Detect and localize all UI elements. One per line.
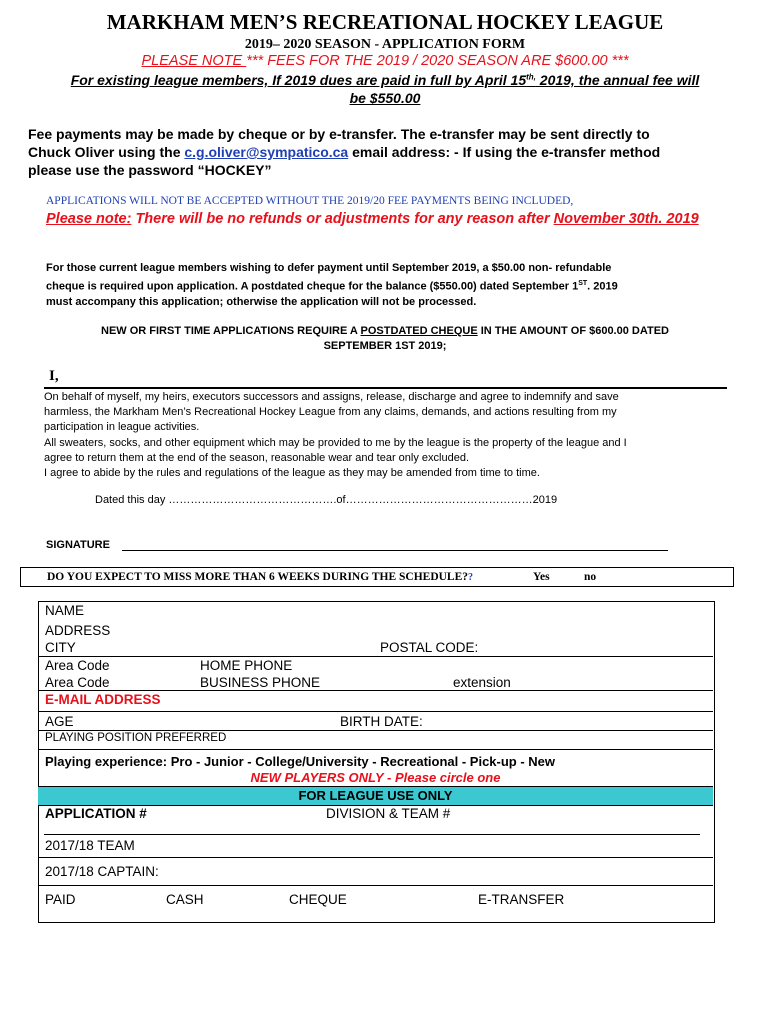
- waiver-name-line[interactable]: [44, 387, 727, 389]
- divider: [38, 749, 713, 750]
- area-code-business[interactable]: Area Code: [45, 675, 110, 690]
- miss-no-option[interactable]: no: [584, 571, 597, 583]
- fee-note-text: *** FEES FOR THE 2019 / 2020 SEASON ARE $600.00 ***: [246, 53, 629, 69]
- email-address-field[interactable]: E-MAIL ADDRESS: [45, 692, 161, 707]
- city-field[interactable]: CITY: [45, 640, 76, 655]
- signature-line[interactable]: [122, 550, 668, 551]
- form-subtitle: 2019– 2020 SEASON - APPLICATION FORM: [244, 37, 526, 52]
- refund-notice: Please note: There will be no refunds or adjustments for any reason after November 30th. 2019: [46, 211, 699, 227]
- postal-code-field[interactable]: POSTAL CODE:: [380, 640, 479, 655]
- fee-note: [0, 53, 770, 69]
- existing-members-note: For existing league members, If 2019 dues are paid in full by April $15^{th,}$ 2019, the annual fee will: [70, 72, 700, 88]
- page-title: MARKHAM MEN’S RECREATIONAL HOCKEY LEAGUE: [106, 10, 664, 34]
- etransfer-option[interactable]: E-TRANSFER: [478, 892, 565, 907]
- divider: [38, 711, 713, 712]
- payment-instructions: Fee payments may be made by cheque or by e-transfer. The e-transfer may be sent directly to Chuck Oliver using the c.g.oliver@sympatico.ca email address: - If using the e-transfer method please use the password “HOCKEY”: [28, 126, 661, 178]
- waiver-name-label: I,: [49, 368, 59, 384]
- divider: [38, 730, 713, 731]
- defer-payment-notice: For those current league members wishing to defer payment until September 2019, a $50.00 non- refundable cheque is required upon application. A postdated cheque for the balance ($550.00) dated September 1ST. 2019 must accompany this application; otherwise the application will not be processed.: [46, 262, 618, 308]
- captain-field[interactable]: 2017/18 CAPTAIN:: [45, 864, 159, 879]
- paid-field[interactable]: PAID: [45, 892, 76, 907]
- cheque-option[interactable]: CHEQUE: [289, 892, 347, 907]
- name-field[interactable]: NAME: [45, 603, 85, 618]
- application-number-field[interactable]: APPLICATION #: [45, 806, 147, 821]
- divider: [38, 857, 713, 858]
- birth-date-field[interactable]: BIRTH DATE:: [340, 714, 423, 729]
- home-phone-field[interactable]: HOME PHONE: [200, 658, 293, 673]
- area-code-home[interactable]: Area Code: [45, 658, 110, 673]
- divider: [38, 690, 713, 691]
- dated-line[interactable]: Dated this day ……………………………………….of……………………………………………2019: [95, 494, 558, 506]
- playing-position-field[interactable]: PLAYING POSITION PREFERRED: [45, 732, 227, 744]
- new-players-note: NEW PLAYERS ONLY - Please circle one: [250, 770, 501, 785]
- miss-yes-option[interactable]: Yes: [533, 571, 550, 583]
- applications-notice: APPLICATIONS WILL NOT BE ACCEPTED WITHOUT THE 2019/20 FEE PAYMENTS BEING INCLUDED,: [46, 195, 574, 207]
- division-team-field[interactable]: DIVISION & TEAM #: [326, 806, 451, 821]
- divider: [38, 656, 713, 657]
- existing-members-fee: be $550.00: [349, 90, 421, 106]
- address-field[interactable]: ADDRESS: [45, 623, 111, 638]
- new-applications-notice: NEW OR FIRST TIME APPLICATIONS REQUIRE A POSTDATED CHEQUE IN THE AMOUNT OF $600.00 DATED SEPTEMBER 1ST 2019;: [101, 325, 669, 352]
- divider: [38, 885, 713, 886]
- miss-schedule-question: DO YOU EXPECT TO MISS MORE THAN 6 WEEKS DURING THE SCHEDULE??: [47, 571, 474, 583]
- extension-field[interactable]: extension: [453, 675, 511, 690]
- signature-label: SIGNATURE: [46, 539, 110, 551]
- fee-note-prefix: PLEASE NOTE: [141, 53, 247, 69]
- age-field[interactable]: AGE: [45, 714, 74, 729]
- team-field[interactable]: 2017/18 TEAM: [45, 838, 135, 853]
- cash-option[interactable]: CASH: [166, 892, 204, 907]
- email-link[interactable]: c.g.oliver@sympatico.ca: [184, 144, 349, 160]
- divider: [44, 834, 700, 835]
- playing-experience-options[interactable]: Playing experience: Pro - Junior - College/University - Recreational - Pick-up - New: [45, 754, 556, 769]
- league-use-header: FOR LEAGUE USE ONLY: [38, 786, 713, 806]
- waiver-text: On behalf of myself, my heirs, executors successors and assigns, release, discharge and agree to indemnify and save harmless, the Markham Men’s Recreational Hockey League from any claims, demands, and actions resulting from my participation in league activities. All sweaters, socks, and other equipment which may be provided to me by the league is the property of the league and I agree to return them at the end of the season, reasonable wear and tear only excluded. I agree to abide by the rules and regulations of the league as they may be amended from time to time.: [44, 391, 627, 480]
- business-phone-field[interactable]: BUSINESS PHONE: [200, 675, 321, 690]
